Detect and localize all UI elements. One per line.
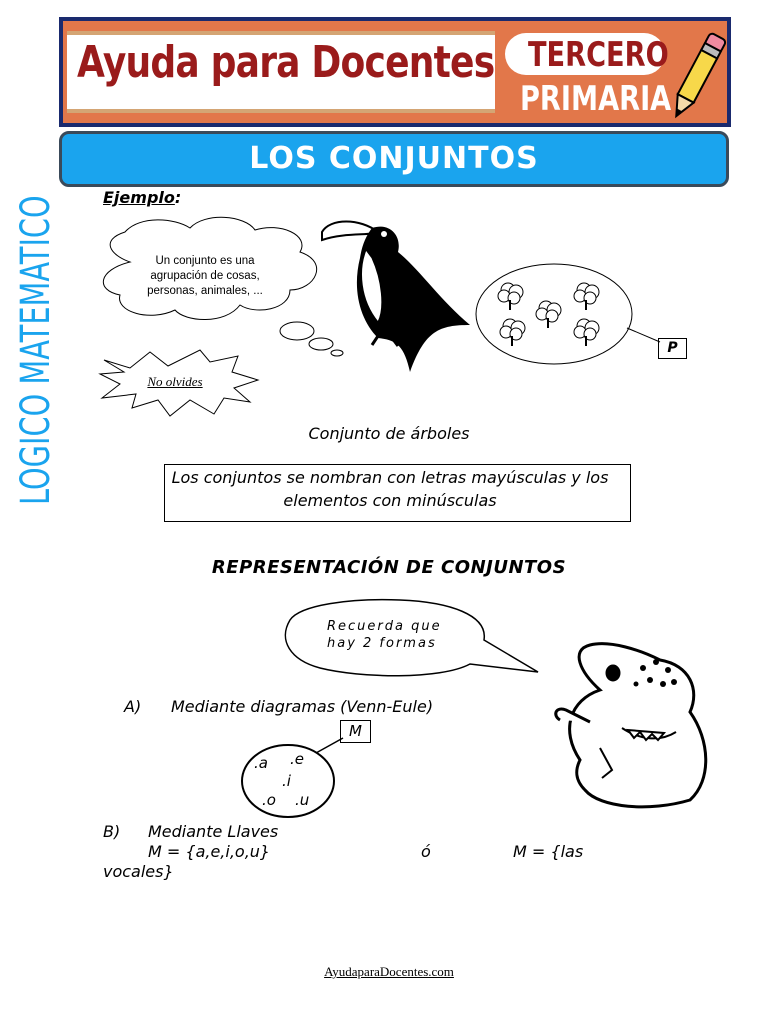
- rule-line-1: Los conjuntos se nombran con letras mayúsculas y los: [171, 468, 609, 487]
- example-caption: Conjunto de árboles: [308, 424, 470, 443]
- example-colon: :: [174, 188, 182, 207]
- or-text: ó: [421, 842, 431, 861]
- bubble-line-1: Recuerda que: [327, 619, 442, 634]
- set-p-diagram: [476, 264, 660, 364]
- option-a-label: Mediante diagramas (Venn-Eule): [171, 697, 434, 716]
- side-label-text: LOGICO MATEMATICO: [13, 195, 59, 505]
- page-title: LOS CONJUNTOS: [59, 131, 729, 187]
- bubble-text: [327, 618, 467, 652]
- venn-element: .i: [282, 772, 291, 790]
- venn-element: .u: [295, 791, 310, 809]
- dinosaur-icon: [556, 644, 706, 807]
- section-title: REPRESENTACIÓN DE CONJUNTOS: [211, 557, 567, 578]
- set-p-label: P: [658, 338, 687, 359]
- rule-line-2: elementos con minúsculas: [283, 491, 497, 510]
- grade-line-1: TERCERO: [528, 35, 669, 75]
- rule-text: [130, 466, 650, 512]
- reminder-text: No olvides: [147, 374, 203, 389]
- venn-element: .e: [290, 750, 304, 768]
- option-a-letter: A): [124, 697, 142, 716]
- bubble-line-2: hay 2 formas: [327, 636, 437, 651]
- cloud-text: Un conjunto es una agrupación de cosas, personas, animales, ...: [147, 255, 263, 297]
- set-comprehension-continued: vocales}: [103, 862, 174, 881]
- example-label: Ejemplo: [103, 188, 175, 207]
- toucan-icon: [322, 222, 470, 373]
- grade-line-2: PRIMARIA: [520, 79, 672, 119]
- set-comprehension: M = {las: [513, 842, 584, 861]
- option-b-label: Mediante Llaves: [148, 822, 279, 841]
- set-extension: M = {a,e,i,o,u}: [148, 842, 271, 861]
- site-title: Ayuda para Docentes: [77, 37, 495, 88]
- venn-set-label: M: [340, 720, 371, 743]
- footer-link[interactable]: AyudaparaDocentes.com: [324, 964, 454, 979]
- option-b-letter: B): [103, 822, 121, 841]
- venn-element: .o: [262, 791, 276, 809]
- venn-element: .a: [254, 754, 268, 772]
